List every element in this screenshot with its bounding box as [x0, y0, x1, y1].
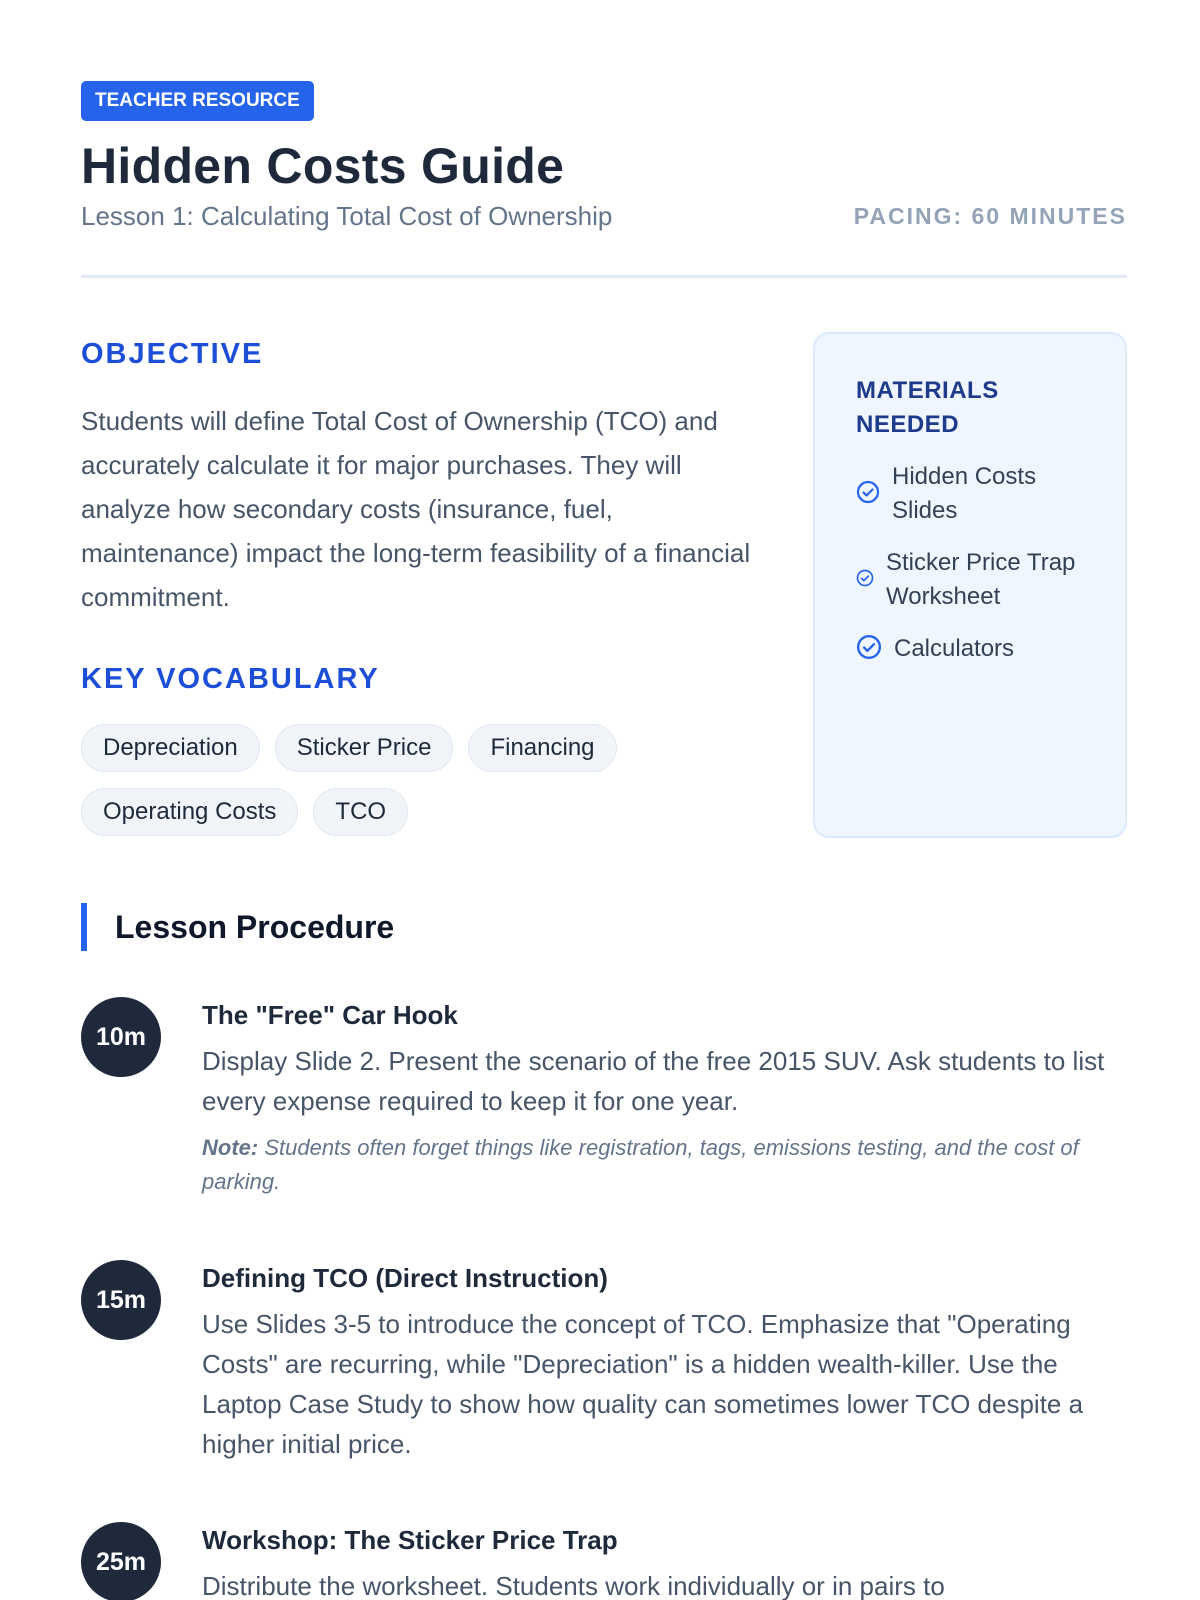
check-circle-icon: [856, 569, 874, 592]
materials-panel: [813, 332, 1127, 838]
step-title: Workshop: The Sticker Price Trap: [202, 1525, 618, 1555]
step-time-badge: 15m: [81, 1260, 161, 1340]
document-header: [81, 81, 1127, 241]
materials-item-label: Sticker Price Trap Worksheet: [886, 549, 1076, 610]
materials-item: [856, 632, 1089, 666]
procedure-heading: Lesson Procedure: [81, 903, 394, 951]
step-note: [202, 1131, 1127, 1199]
objective-heading: OBJECTIVE: [81, 338, 264, 370]
step-description: Display Slide 2. Present the scenario of the free 2015 SUV. Ask students to list every expense required to keep it for one year.: [202, 1046, 1105, 1116]
vocabulary-chips: [81, 724, 781, 836]
lesson-subtitle: Lesson 1: Calculating Total Cost of Ownership: [81, 201, 613, 231]
vocab-chip-sticker-price: Sticker Price: [275, 724, 454, 772]
vocab-chip-operating-costs: Operating Costs: [81, 788, 298, 836]
objective-text: Students will define Total Cost of Ownership (TCO) and accurately calculate it for major purchases. They will analyze how secondary costs (insurance, fuel, maintenance) impact the long-term feasibility of a financial commitment.: [81, 406, 751, 612]
subtitle-row: [81, 201, 1127, 241]
materials-item: [856, 460, 1089, 528]
step-description: Distribute the worksheet. Students work individually or in pairs to: [202, 1571, 945, 1600]
pacing-label: PACING: 60 MINUTES: [853, 203, 1127, 229]
step-time-badge: 10m: [81, 997, 161, 1077]
check-circle-icon: [856, 480, 880, 509]
step-body: [202, 1522, 1127, 1600]
step-note-label: Note:: [202, 1135, 259, 1160]
header-divider: [81, 275, 1127, 278]
materials-item: [856, 546, 1089, 614]
materials-item-label: Calculators: [894, 635, 1015, 662]
step-time-badge: 25m: [81, 1522, 161, 1600]
step-body: [202, 1260, 1127, 1464]
vocabulary-heading: KEY VOCABULARY: [81, 663, 380, 695]
page-title: Hidden Costs Guide: [81, 138, 565, 194]
step-title: Defining TCO (Direct Instruction): [202, 1263, 608, 1293]
vocab-chip-financing: Financing: [468, 724, 616, 772]
step-title: The "Free" Car Hook: [202, 1000, 458, 1030]
step-note-text: Students often forget things like registration, tags, emissions testing, and the cost of parking.: [202, 1135, 1079, 1194]
resource-badge: TEACHER RESOURCE: [81, 81, 314, 121]
materials-item-label: Hidden Costs Slides: [892, 463, 1037, 524]
vocab-chip-tco: TCO: [313, 788, 408, 836]
vocab-chip-depreciation: Depreciation: [81, 724, 260, 772]
materials-list: [856, 460, 1089, 666]
step-body: [202, 997, 1127, 1199]
materials-heading: MATERIALS NEEDED: [856, 377, 999, 438]
step-description: Use Slides 3-5 to introduce the concept of TCO. Emphasize that "Operating Costs" are recurring, while "Depreciation" is a hidden wealth-killer. Use the Laptop Case Study to show how quality can sometimes lower TCO despite a higher initial price.: [202, 1309, 1084, 1459]
check-circle-icon: [856, 634, 882, 665]
